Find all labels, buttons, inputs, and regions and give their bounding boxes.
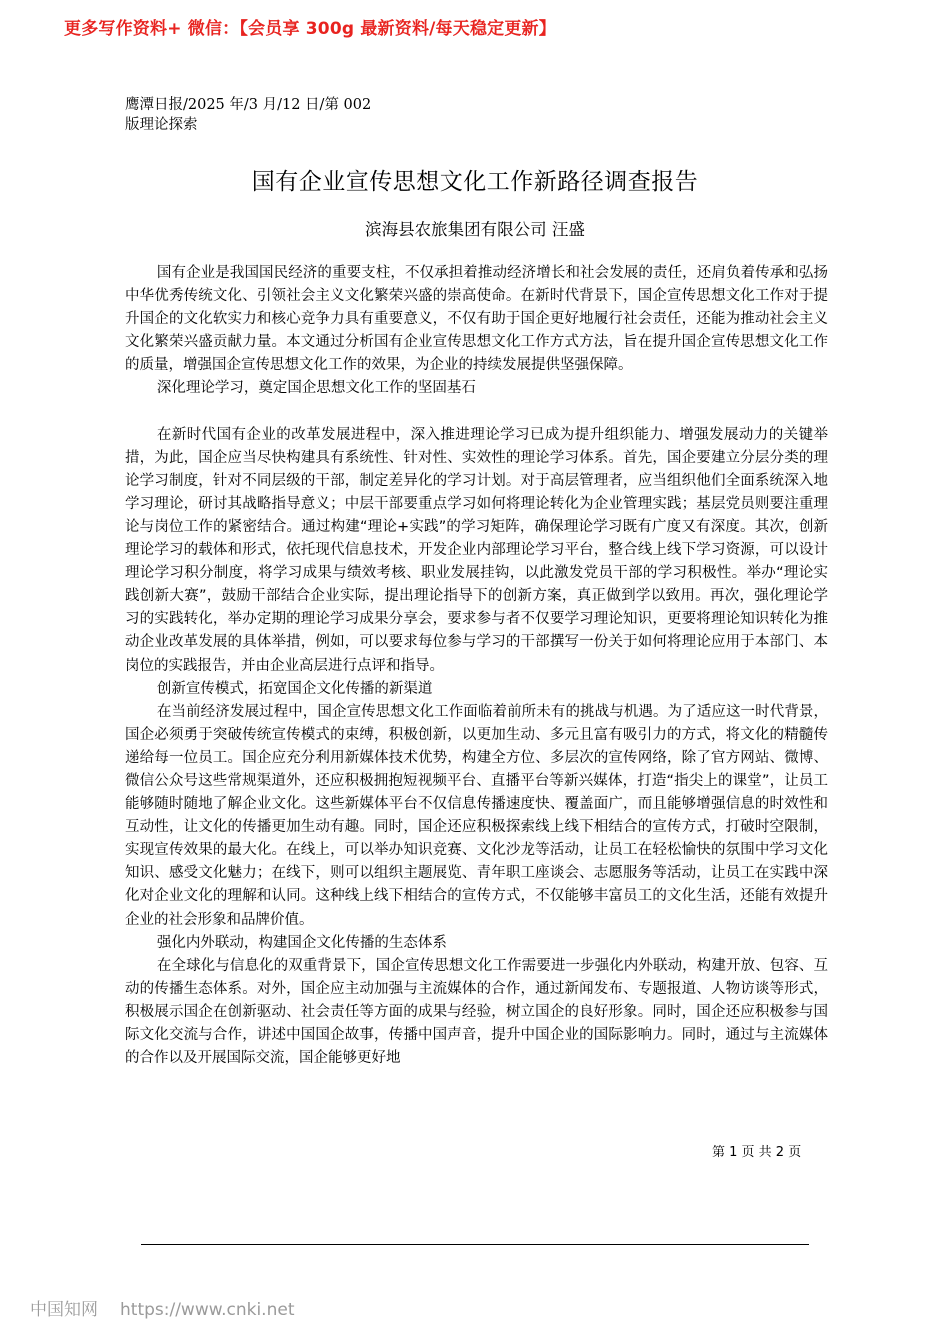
footer-url[interactable]: https://www.cnki.net (120, 1300, 295, 1320)
article-body (125, 262, 828, 1070)
source-citation (125, 95, 425, 135)
paragraph-section-2: 在当前经济发展过程中，国企宣传思想文化工作面临着前所未有的挑战与机遇。为了适应这一时代背景，国企必须勇于突破传统宣传模式的束缚，积极创新，以更加生动、多元且富有吸引力的方式，将文化的精髓传递给每一位员工。国企应充分利用新媒体技术优势，构建全方位、多层次的宣传网络，除了官方网站、微博、微信公众号这些常规渠道外，还应积极拥抱短视频平台、直播平台等新兴媒体，打造“指尖上的课堂”，让员工能够随时随地了解企业文化。这些新媒体平台不仅信息传播速度快、覆盖面广，而且能够增强信息的时效性和互动性，让文化的传播更加生动有趣。同时，国企还应积极探索线上线下相结合的宣传方式，打破时空限制，实现宣传效果的最大化。在线上，可以举办知识竞赛、文化沙龙等活动，让员工在轻松愉快的氛围中学习文化知识、感受文化魅力；在线下，则可以组织主题展览、青年职工座谈会、志愿服务等活动，让员工在实践中深化对企业文化的理解和认同。这种线上线下相结合的宣传方式，不仅能够丰富员工的文化生活，还能有效提升企业的社会形象和品牌价值。 (125, 703, 828, 928)
footer-site-name: 中国知网 (30, 1300, 98, 1320)
article-author: 滨海县农旅集团有限公司 汪盛 (365, 220, 585, 239)
paragraph-intro: 国有企业是我国国民经济的重要支柱，不仅承担着推动经济增长和社会发展的责任，还肩负着传承和弘扬中华优秀传统文化、引领社会主义文化繁荣兴盛的崇高使命。在新时代背景下，国企宣传思想文化工作对于提升国企的文化软实力和核心竞争力具有重要意义，不仅有助于国企更好地履行社会责任，还能为推动社会主义文化繁荣兴盛贡献力量。本文通过分析国有企业宣传思想文化工作方式方法，旨在提升国企宣传思想文化工作的质量，增强国企宣传思想文化工作的效果，为企业的持续发展提供坚强保障。 (125, 265, 828, 374)
source-line-2: 版理论探索 (125, 117, 198, 133)
article-title: 国有企业宣传思想文化工作新路径调查报告 (251, 169, 699, 195)
section-heading-3: 强化内外联动，构建国企文化传播的生态体系 (156, 934, 447, 951)
paragraph-section-1: 在新时代国有企业的改革发展进程中，深入推进理论学习已成为提升组织能力、增强发展动力的关键举措，为此，国企应当尽快构建具有系统性、针对性、实效性的理论学习体系。首先，国企要建立分层分类的理论学习制度，针对不同层级的干部，制定差异化的学习计划。对于高层管理者，应当组织他们全面系统深入地学习理论，研讨其战略指导意义；中层干部要重点学习如何将理论转化为企业管理实践；基层党员则要注重理论与岗位工作的紧密结合。通过构建“理论+实践”的学习矩阵，确保理论学习既有广度又有深度。其次，创新理论学习的载体和形式，依托现代信息技术，开发企业内部理论学习平台，整合线上线下学习资源，可以设计理论学习积分制度，将学习成果与绩效考核、职业发展挂钩，以此激发党员干部的学习积极性。举办“理论实践创新大赛”，鼓励干部结合企业实际，提出理论指导下的创新方案，真正做到学以致用。再次，强化理论学习的实践转化，举办定期的理论学习成果分享会，要求参与者不仅要学习理论知识，更要将理论知识转化为推动企业改革发展的具体举措，例如，可以要求每位参与学习的干部撰写一份关于如何将理论应用于本部门、本岗位的实践报告，并由企业高层进行点评和指导。 (125, 426, 828, 674)
section-heading-1: 深化理论学习，奠定国企思想文化工作的坚固基石 (156, 380, 476, 397)
footer-watermark (30, 1295, 294, 1320)
source-line-1: 鹰潭日报/2025 年/3 月/12 日/第 002 (125, 97, 372, 113)
paragraph-section-3: 在全球化与信息化的双重背景下，国企宣传思想文化工作需要进一步强化内外联动，构建开放、包容、互动的传播生态体系。对外，国企应主动加强与主流媒体的合作，通过新闻发布、专题报道、人物访谈等形式，积极展示国企在创新驱动、社会责任等方面的成果与经验，树立国企的良好形象。同时，国企还应积极参与国际文化交流与合作，讲述中国国企故事，传播中国声音，提升中国企业的国际影响力。同时，通过与主流媒体的合作以及开展国际交流，国企能够更好地 (125, 957, 828, 1067)
section-heading-2: 创新宣传模式，拓宽国企文化传播的新渠道 (156, 680, 433, 697)
page-number: 第 1 页 共 2 页 (712, 1145, 802, 1160)
footer-divider (141, 1244, 809, 1245)
promo-banner: 更多写作资料+ 微信：【会员享 300g 最新资料/每天稳定更新】 (64, 19, 556, 39)
